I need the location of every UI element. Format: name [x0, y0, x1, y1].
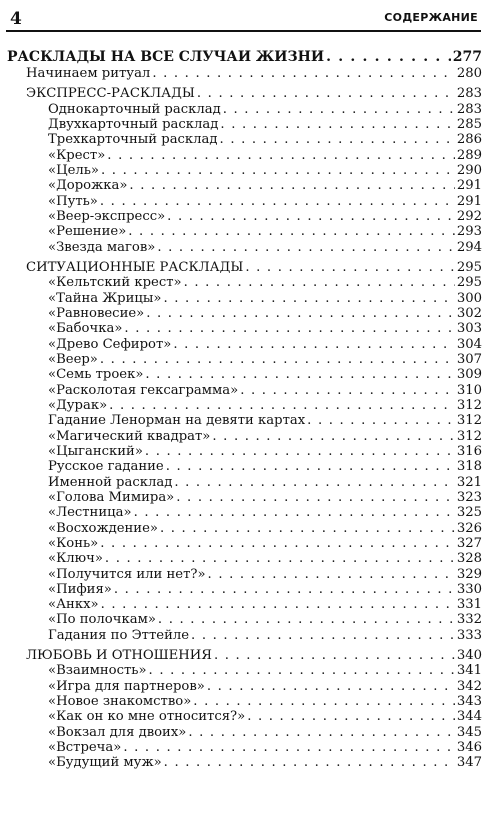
toc-entry [0, 275, 488, 290]
dot-leader [163, 291, 454, 306]
dot-leader [223, 102, 455, 117]
toc-entry-title: «Цель» [48, 162, 99, 178]
toc-entry [0, 178, 488, 193]
dot-leader [207, 679, 455, 694]
dot-leader [123, 740, 454, 755]
toc-entry-page: 328 [456, 551, 482, 567]
dot-leader [100, 536, 455, 551]
toc-entry-title: «Решение» [48, 224, 127, 240]
toc-entry-page: 286 [456, 132, 482, 148]
toc-entry [0, 117, 488, 132]
toc-entry [0, 429, 488, 444]
dot-leader [146, 306, 455, 321]
toc-entry [0, 132, 488, 147]
toc-entry [0, 505, 488, 520]
toc-entry-page: 307 [456, 351, 482, 367]
toc-entry-title: «Игра для партнеров» [48, 678, 205, 694]
toc-entry-page: 331 [456, 597, 482, 613]
toc-entry-page: 295 [456, 259, 482, 275]
toc-entry [0, 209, 488, 224]
toc-entry-title: «Конь» [48, 535, 99, 551]
toc-entry-page: 330 [456, 581, 482, 597]
toc-entry-title: «Встреча» [48, 740, 122, 756]
toc-entry-page: 312 [456, 413, 482, 429]
toc-entry-title: «Магический квадрат» [48, 428, 211, 444]
dot-leader [157, 240, 454, 255]
toc-entry-title: Гадания по Эттейле [48, 627, 190, 643]
dot-leader [166, 459, 455, 474]
toc-section-entry [0, 66, 488, 81]
dot-leader [220, 117, 454, 132]
dot-leader [134, 505, 455, 520]
toc-entry-title: «Цыганский» [48, 443, 143, 459]
toc-entry-page: 285 [456, 116, 482, 132]
toc-entry-page: 329 [456, 566, 482, 582]
toc-entry-title: Двухкарточный расклад [48, 116, 219, 132]
page-header [6, 6, 481, 32]
toc-entry-title: «Звезда магов» [48, 239, 156, 255]
toc-entry-page: 289 [456, 147, 482, 163]
toc-entry-title: «Восхождение» [48, 520, 158, 536]
dot-leader [176, 490, 455, 505]
toc-entry [0, 224, 488, 239]
toc-entry [0, 291, 488, 306]
toc-entry-title: «Ключ» [48, 551, 103, 567]
toc-entry-page: 300 [456, 290, 482, 306]
toc-entry-page: 345 [456, 724, 482, 740]
toc-entry-page: 290 [456, 162, 482, 178]
dot-leader [307, 413, 455, 428]
dot-leader [114, 582, 455, 597]
toc-entry-page: 283 [456, 101, 482, 117]
dot-leader [128, 224, 455, 239]
dot-leader [191, 628, 455, 643]
toc-entry-title: «Семь троек» [48, 367, 144, 383]
toc-entry-page: 321 [456, 474, 482, 490]
toc-entry-page: 347 [456, 755, 482, 771]
toc-entry-title: «Как он ко мне относится?» [48, 709, 246, 725]
toc-entry-page: 277 [452, 49, 482, 65]
dot-leader [149, 663, 455, 678]
toc-entry [0, 306, 488, 321]
toc-entry-page: 310 [456, 382, 482, 398]
toc-entry [0, 521, 488, 536]
dot-leader [158, 612, 455, 627]
toc-entry [0, 352, 488, 367]
toc-entry-title: «Пифия» [48, 581, 112, 597]
toc-entry-page: 292 [456, 208, 482, 224]
dot-leader [214, 648, 455, 663]
toc-entry-page: 332 [456, 612, 482, 628]
dot-leader [124, 321, 454, 336]
toc-entry-page: 318 [456, 459, 482, 475]
toc-entry [0, 628, 488, 643]
toc-entry [0, 194, 488, 209]
toc-entry-page: 302 [456, 305, 482, 321]
toc-entry-title: «Дурак» [48, 397, 108, 413]
toc-entry-title: Трехкарточный расклад [48, 132, 218, 148]
dot-leader [174, 475, 454, 490]
toc-entry [0, 240, 488, 255]
dot-leader [240, 383, 455, 398]
toc-entry-page: 346 [456, 740, 482, 756]
toc-entry [0, 694, 488, 709]
toc-entry-title: «Лестница» [48, 505, 132, 521]
toc-entry-title: «Взаимность» [48, 663, 147, 679]
dot-leader [152, 66, 455, 81]
toc-section-entry [0, 648, 488, 663]
toc-entry-title: «Вокзал для двоих» [48, 724, 187, 740]
toc-entry [0, 398, 488, 413]
toc-entry [0, 367, 488, 382]
toc-entry [0, 444, 488, 459]
toc-entry-page: 343 [456, 694, 482, 710]
dot-leader [220, 132, 455, 147]
dot-leader [212, 429, 454, 444]
toc-entry-page: 291 [456, 178, 482, 194]
dot-leader [247, 709, 455, 724]
toc-entry [0, 536, 488, 551]
toc-entry [0, 725, 488, 740]
dot-leader [245, 260, 454, 275]
toc-entry-title: «По полочкам» [48, 612, 156, 628]
toc-section-entry [0, 86, 488, 101]
toc-entry-page: 312 [456, 397, 482, 413]
toc-entry-page: 316 [456, 443, 482, 459]
dot-leader [188, 725, 454, 740]
toc-entry [0, 102, 488, 117]
dot-leader [145, 367, 454, 382]
toc-entry-page: 295 [456, 275, 482, 291]
dot-leader [167, 209, 455, 224]
toc-entry [0, 383, 488, 398]
toc-entry-page: 333 [456, 627, 482, 643]
toc-entry-page: 294 [456, 239, 482, 255]
dot-leader [100, 194, 455, 209]
toc-entry-title: «Голова Мимира» [48, 489, 175, 505]
toc-entry-title: ЭКСПРЕСС-РАСКЛАДЫ [26, 86, 195, 102]
toc-entry [0, 163, 488, 178]
dot-leader [184, 275, 455, 290]
table-of-contents [0, 49, 488, 771]
toc-entry [0, 567, 488, 582]
toc-entry-page: 325 [456, 505, 482, 521]
dot-leader [208, 567, 455, 582]
dot-leader [160, 521, 455, 536]
toc-entry-title: «Путь» [48, 193, 98, 209]
toc-entry [0, 612, 488, 627]
toc-entry-title: РАСКЛАДЫ НА ВСЕ СЛУЧАИ ЖИЗНИ [7, 49, 325, 65]
toc-entry-title: «Кельтский крест» [48, 275, 182, 291]
toc-entry-title: «Будущий муж» [48, 755, 162, 771]
toc-entry-title: «Анкх» [48, 597, 99, 613]
toc-entry-title: ЛЮБОВЬ И ОТНОШЕНИЯ [26, 648, 212, 664]
toc-entry-page: 303 [456, 321, 482, 337]
toc-part-heading [0, 49, 488, 66]
toc-entry [0, 597, 488, 612]
dot-leader [173, 337, 454, 352]
dot-leader [105, 551, 455, 566]
toc-entry [0, 413, 488, 428]
toc-entry-title: «Равновесие» [48, 305, 145, 321]
toc-entry-title: «Новое знакомство» [48, 694, 192, 710]
toc-entry-title: «Крест» [48, 147, 106, 163]
toc-entry [0, 740, 488, 755]
dot-leader [197, 86, 455, 101]
toc-entry-page: 327 [456, 535, 482, 551]
toc-entry-title: «Получится или нет?» [48, 566, 206, 582]
toc-entry-page: 304 [456, 336, 482, 352]
toc-entry-page: 341 [456, 663, 482, 679]
toc-entry-page: 293 [456, 224, 482, 240]
dot-leader [109, 398, 455, 413]
toc-entry-page: 323 [456, 489, 482, 505]
toc-entry [0, 459, 488, 474]
toc-entry-page: 326 [456, 520, 482, 536]
toc-entry-page: 280 [456, 66, 482, 81]
toc-entry-title: «Веер» [48, 351, 98, 367]
running-head: СОДЕРЖАНИЕ [384, 11, 478, 24]
toc-entry [0, 475, 488, 490]
toc-entry-title: «Древо Сефирот» [48, 336, 172, 352]
toc-entry-page: 283 [456, 86, 482, 102]
toc-entry-title: «Тайна Жрицы» [48, 290, 162, 306]
toc-entry-title: «Расколотая гексаграмма» [48, 382, 239, 398]
toc-entry [0, 582, 488, 597]
toc-entry-page: 309 [456, 367, 482, 383]
toc-entry-page: 342 [456, 678, 482, 694]
toc-entry [0, 755, 488, 770]
toc-entry [0, 679, 488, 694]
dot-leader [107, 148, 455, 163]
dot-leader [100, 352, 455, 367]
toc-entry-title: «Дорожка» [48, 178, 128, 194]
toc-entry [0, 321, 488, 336]
toc-entry-page: 344 [456, 709, 482, 725]
toc-entry-page: 340 [456, 648, 482, 664]
toc-entry-title: Начинаем ритуал [26, 66, 151, 81]
toc-entry-title: «Веер-экспресс» [48, 208, 166, 224]
page-number: 4 [10, 9, 22, 29]
toc-entry [0, 709, 488, 724]
dot-leader [101, 163, 455, 178]
toc-entry-title: Русское гадание [48, 459, 164, 475]
dot-leader [193, 694, 455, 709]
toc-section-entry [0, 260, 488, 275]
dot-leader [326, 49, 451, 66]
toc-entry [0, 337, 488, 352]
toc-entry-title: Именной расклад [48, 474, 173, 490]
toc-entry-page: 312 [456, 428, 482, 444]
toc-entry-title: Гадание Ленорман на девяти картах [48, 413, 306, 429]
toc-entry-title: «Бабочка» [48, 321, 123, 337]
dot-leader [145, 444, 455, 459]
dot-leader [164, 755, 455, 770]
toc-entry [0, 663, 488, 678]
toc-entry [0, 148, 488, 163]
toc-entry [0, 551, 488, 566]
toc-entry-title: СИТУАЦИОННЫЕ РАСКЛАДЫ [26, 259, 244, 275]
toc-entry [0, 490, 488, 505]
toc-entry-title: Однокарточный расклад [48, 101, 221, 117]
dot-leader [129, 178, 454, 193]
toc-entry-page: 291 [456, 193, 482, 209]
dot-leader [101, 597, 455, 612]
